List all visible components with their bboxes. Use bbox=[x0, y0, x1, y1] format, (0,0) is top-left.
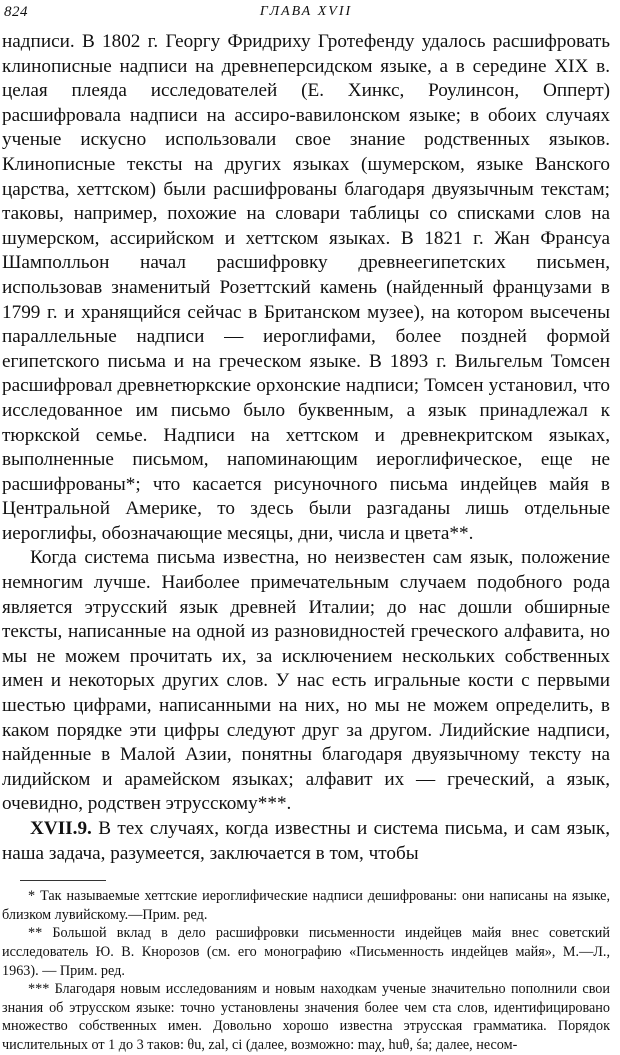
main-text bbox=[2, 30, 610, 866]
section-number: XVII.9. bbox=[30, 818, 92, 839]
paragraph-3-text: В тех случаях, когда известны и система письма, и сам язык, наша задача, разумеется, заключается в том, чтобы bbox=[2, 818, 610, 864]
page-number: 824 bbox=[4, 4, 28, 20]
footnote-2: ** Большой вклад в дело расшифровки письменности индейцев майя внес советский исследователь Ю. В. Кнорозов (см. его монографию «Письменность индейцев майя», М.—Л., 1963). — Прим. ред. bbox=[2, 925, 610, 979]
footnote-1: * Так называемые хеттские иероглифические надписи дешифрованы: они написаны на языке, близком лувийскому.—Прим. ред. bbox=[2, 888, 610, 923]
page-header bbox=[2, 4, 610, 30]
footnote-divider bbox=[20, 880, 106, 881]
paragraph-3 bbox=[2, 817, 610, 866]
footnotes bbox=[2, 887, 610, 1054]
paragraph-1: надписи. В 1802 г. Георгу Фридриху Гротефенду удалось расшифровать клинописные надписи на древнеперсидском языке, а в середине XIX в. целая плеяда исследователей (Е. Хинкс, Роулинсон, Опперт) расшифровала надписи на ассиро-вавилонском языке; в обоих случаях ученые искусно использовали свое знание родственных языков. Клинописные тексты на других языках (шумерском, языке Ванского царства, хеттском) были расшифрованы благодаря двуязычным текстам; таковы, например, похожие на словари таблицы со списками слов на шумерском, ассирийском и хеттском языках. В 1821 г. Жан Франсуа Шамполльон начал расшифровку древнеегипетских письмен, использовав знаменитый Розеттский камень (найденный французами в 1799 г. и хранящийся сейчас в Британском музее), на котором высечены параллельные надписи — иероглифами, более поздней формой египетского письма и на греческом языке. В 1893 г. Вильгельм Томсен расшифровал древнетюркские орхонские надписи; Томсен установил, что исследованное им письмо было буквенным, а язык принадлежал к тюркской семье. Надписи на хеттском и древнекритском языках, выполненные письмом, напоминающим иероглифическое, еще не расшифрованы*; что касается рисуночного письма индейцев майя в Центральной Америке, то здесь были разгаданы лишь отдельные иероглифы, обозначающие месяцы, дни, числа и цвета**. bbox=[2, 31, 610, 544]
paragraph-2: Когда система письма известна, но неизвестен сам язык, положение немногим лучше. Наиболее примечательным случаем подобного рода является этрусский язык древней Италии; до нас дошли обширные тексты, написанные на одной из разновидностей греческого алфавита, но мы не можем прочитать их, за исключением нескольких собственных имен и некоторых других слов. У нас есть игральные кости с первыми шестью цифрами, написанными на них, но мы не можем определить, в каком порядке эти цифры следуют друг за другом. Лидийские надписи, найденные в Малой Азии, понятны благодаря двуязычному тексту на лидийском и арамейском языках; алфавит их — греческий, а язык, очевидно, родствен этрусскому***. bbox=[2, 547, 610, 815]
footnote-3: *** Благодаря новым исследованиям и новым находкам ученые значительно пополнили свои знания об этрусском языке: точно установлены значения более чем ста слов, идентифицировано множество собственных имен. Довольно хорошо известна этрусская грамматика. Порядок числительных от 1 до 3 таков: θu, zal, ci (далее, возможно: maχ, huθ, śa; далее, несом- bbox=[2, 981, 610, 1053]
running-head: ГЛАВА XVII bbox=[259, 4, 353, 19]
